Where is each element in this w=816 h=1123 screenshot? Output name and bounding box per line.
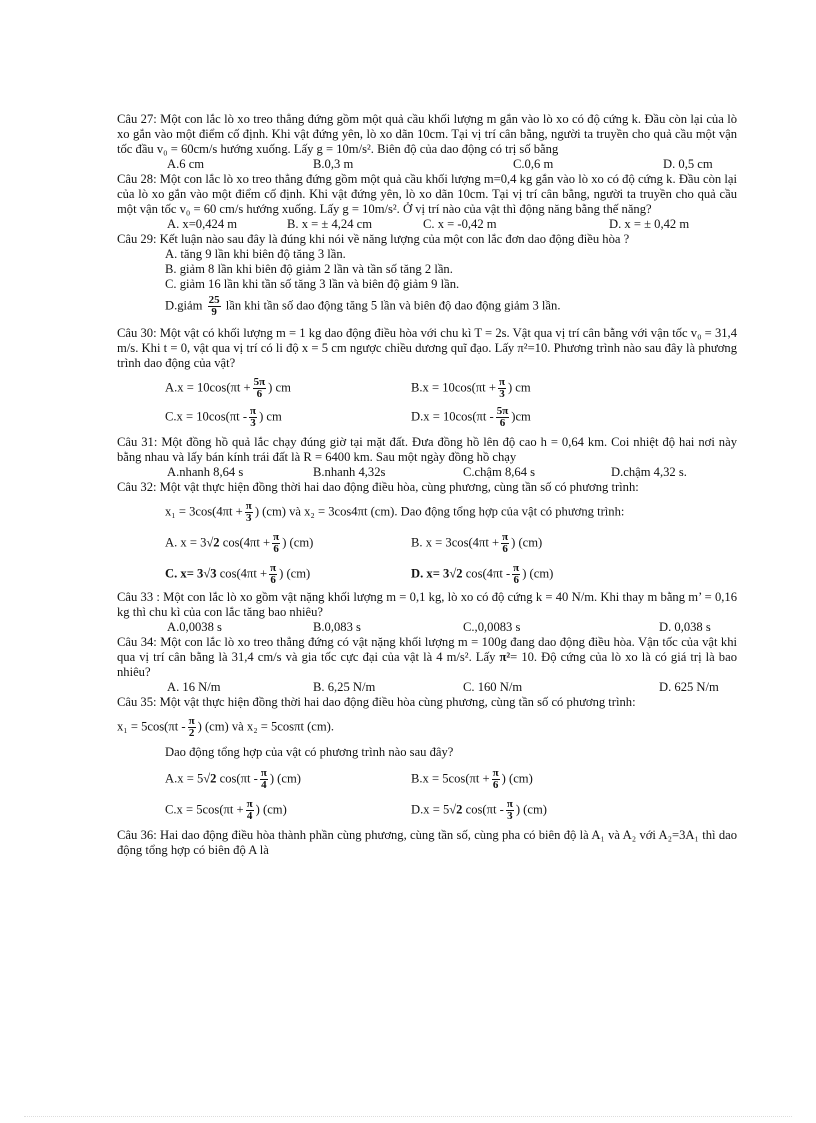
exam-page bbox=[117, 112, 737, 858]
option-a: A.0,0038 s bbox=[167, 620, 222, 634]
fraction-denominator: 6 bbox=[502, 543, 508, 555]
equation-prefix: x₁ = 3cos(4πt + bbox=[165, 504, 243, 519]
fraction-numerator: π bbox=[260, 767, 267, 779]
option-d-text: lần khi tần số dao động tăng 5 lần và biên độ dao động giảm 3 lần. bbox=[225, 298, 561, 313]
option-c: C. 160 N/m bbox=[463, 680, 523, 694]
option-d-suffix: ) (cm) bbox=[515, 802, 547, 817]
question-34-text: Câu 34: Một con lắc lò xo treo thẳng đứng có vật nặng khối lượng m = 100g đang dao động điều hòa. Vận tốc của vật khi qua vị trí cân bằng là 31,4 cm/s và gia tốc cực đại của vật là 4 m/s². Lấy bbox=[117, 635, 737, 664]
question-35-equation bbox=[117, 716, 737, 739]
question-32: Câu 32: Một vật thực hiện đồng thời hai dao động điều hòa, cùng phương, cùng tần số có phương trình: bbox=[117, 480, 639, 494]
option-d bbox=[117, 295, 737, 318]
option-d bbox=[411, 563, 553, 586]
fraction-numerator: π bbox=[250, 405, 257, 417]
option-c-prefix: C. x= 3 bbox=[165, 566, 204, 581]
fraction-numerator: π bbox=[498, 376, 505, 388]
question-32-options-row1 bbox=[117, 532, 737, 555]
option-a bbox=[117, 532, 411, 555]
option-b bbox=[411, 768, 533, 791]
question-30-options-row1 bbox=[117, 377, 737, 400]
option-d-prefix: D. x= 3 bbox=[411, 566, 450, 581]
fraction bbox=[249, 406, 257, 429]
fraction-denominator: 6 bbox=[513, 574, 519, 586]
option-c: C.0,6 m bbox=[513, 157, 554, 171]
option-c-cos: cos(4πt + bbox=[219, 566, 268, 581]
option-a: A. 16 N/m bbox=[167, 680, 221, 694]
option-a: A.nhanh 8,64 s bbox=[167, 465, 244, 479]
fraction bbox=[269, 563, 277, 586]
equation-suffix: ) (cm) và x₂ = 5cosπt (cm). bbox=[197, 719, 335, 734]
question-30-options-row2 bbox=[117, 406, 737, 429]
fraction-denominator: 2 bbox=[188, 727, 195, 739]
option-b: B. x = ± 4,24 cm bbox=[287, 217, 373, 231]
fraction-denominator: 6 bbox=[256, 388, 263, 400]
fraction bbox=[498, 377, 506, 400]
fraction-numerator: π bbox=[246, 798, 253, 810]
fraction bbox=[492, 768, 500, 791]
question-33: Câu 33 : Một con lắc lò xo gồm vật nặng khối lượng m = 0,1 kg, lò xo có độ cứng k = 40 N/m. Khi thay m bằng m’ = 0,16 kg thì chu kì của con lắc tăng bao nhiêu? bbox=[117, 590, 737, 619]
fraction bbox=[246, 799, 254, 822]
fraction bbox=[188, 716, 196, 739]
fraction-numerator: π bbox=[506, 798, 513, 810]
fraction-denominator: 3 bbox=[250, 417, 256, 429]
option-b-prefix: B.x = 5cos(πt + bbox=[411, 771, 490, 786]
option-b: B.nhanh 4,32s bbox=[313, 465, 386, 479]
question-34 bbox=[117, 635, 737, 680]
question-34-options bbox=[117, 680, 737, 695]
option-a-cos: cos(πt - bbox=[219, 771, 258, 786]
fraction-denominator: 6 bbox=[499, 417, 506, 429]
option-b-prefix: B.x = 10cos(πt + bbox=[411, 380, 496, 395]
option-d: D.chậm 4,32 s. bbox=[611, 465, 687, 479]
fraction-numerator: π bbox=[273, 531, 280, 543]
fraction bbox=[253, 377, 267, 400]
question-35-prompt: Dao động tổng hợp của vật có phương trình nào sau đây? bbox=[165, 745, 454, 759]
option-d: D. 0,5 cm bbox=[663, 157, 713, 171]
fraction-numerator: π bbox=[502, 531, 509, 543]
option-a: A.6 cm bbox=[167, 157, 205, 171]
question-35: Câu 35: Một vật thực hiện đồng thời hai dao động điều hòa cùng phương, cùng tần số có phương trình: bbox=[117, 695, 636, 709]
option-a bbox=[117, 377, 411, 400]
option-a: A. tăng 9 lần khi biên độ tăng 3 lần. bbox=[165, 247, 346, 261]
option-b: B. 6,25 N/m bbox=[313, 680, 376, 694]
option-a-cos: cos(4πt + bbox=[222, 535, 271, 550]
fraction-numerator: π bbox=[188, 715, 195, 727]
question-35-options-row1 bbox=[117, 768, 737, 791]
option-d bbox=[411, 799, 547, 822]
fraction bbox=[506, 799, 514, 822]
option-a-prefix: A. x = 3 bbox=[165, 535, 207, 550]
fraction-numerator: π bbox=[513, 562, 520, 574]
question-27: Câu 27: Một con lắc lò xo treo thẳng đứng gồm một quả cầu khối lượng m gắn vào lò xo có độ cứng k. Đầu còn lại của lò xo gắn vào một điểm cố định. Khi vật đứng yên, lò xo dãn 10cm. Tại vị trí cân bằng, người ta truyền cho quả cầu một vận tốc đầu v₀ = 60cm/s hướng xuống. Lấy g = 10m/s². Biên độ của dao động có trị số bằng bbox=[117, 112, 737, 156]
square-root: √2 bbox=[449, 802, 463, 817]
option-b-suffix: ) (cm) bbox=[501, 771, 533, 786]
fraction-denominator: 4 bbox=[261, 779, 267, 791]
option-a-suffix: ) cm bbox=[268, 380, 291, 395]
fraction-numerator: 5π bbox=[253, 376, 266, 388]
option-d: D. x = ± 0,42 m bbox=[609, 217, 690, 231]
question-29: Câu 29: Kết luận nào sau đây là đúng khi nói về năng lượng của một con lắc đơn dao động điều hòa ? bbox=[117, 232, 630, 246]
question-32-equation bbox=[117, 501, 737, 524]
option-c: C.chậm 8,64 s bbox=[463, 465, 536, 479]
fraction-denominator: 3 bbox=[499, 388, 505, 400]
fraction-denominator: 6 bbox=[273, 543, 279, 555]
fraction-numerator: π bbox=[492, 767, 499, 779]
equation-suffix: ) (cm) và x₂ = 3cos4πt (cm). Dao động tổng hợp của vật có phương trình: bbox=[254, 504, 625, 519]
question-31: Câu 31: Một đồng hồ quả lắc chạy đúng giờ tại mặt đất. Đưa đồng hồ lên độ cao h = 0,64 km. Coi nhiệt độ hai nơi này bằng nhau và lấy bán kính trái đất là R = 6400 km. Sau một ngày đồng hồ chạy bbox=[117, 435, 737, 464]
option-a bbox=[117, 768, 411, 791]
option-c: C. giảm 16 lần khi tần số tăng 3 lần và biên độ giảm 9 lần. bbox=[165, 277, 460, 291]
question-34-text-end: = 10. Độ cứng của lò xo là có giá trị là bao nhiêu? bbox=[117, 650, 737, 679]
fraction-numerator: π bbox=[245, 500, 252, 512]
fraction bbox=[260, 768, 268, 791]
fraction-numerator: 5π bbox=[496, 405, 509, 417]
option-d-prefix: D.x = 5 bbox=[411, 802, 450, 817]
fraction-denominator: 6 bbox=[492, 779, 499, 791]
option-c: C.,0,0083 s bbox=[463, 620, 521, 634]
option-b bbox=[411, 532, 542, 555]
square-root: √2 bbox=[449, 566, 463, 581]
option-b-prefix: B. x = 3cos(4πt + bbox=[411, 535, 500, 550]
option-c-prefix: C.x = 10cos(πt - bbox=[165, 409, 248, 424]
option-a-suffix: ) (cm) bbox=[269, 771, 301, 786]
question-36: Câu 36: Hai dao động điều hòa thành phần cùng phương, cùng tần số, cùng pha có biên độ là A₁ và A₂ với A₂=3A₁ thì dao động tổng hợp có biên độ A là bbox=[117, 828, 737, 857]
option-b bbox=[411, 377, 531, 400]
fraction bbox=[501, 532, 509, 555]
option-b: B.0,3 m bbox=[313, 157, 354, 171]
page-bottom-divider bbox=[24, 1116, 792, 1117]
fraction bbox=[272, 532, 280, 555]
fraction bbox=[512, 563, 520, 586]
option-d-prefix: D.x = 10cos(πt - bbox=[411, 409, 494, 424]
fraction-denominator: 3 bbox=[507, 810, 513, 822]
question-27-options bbox=[117, 157, 737, 172]
fraction bbox=[496, 406, 510, 429]
option-d bbox=[411, 406, 531, 429]
question-30: Câu 30: Một vật có khối lượng m = 1 kg dao động điều hòa với chu kì T = 2s. Vật qua vị trí cân bằng với vận tốc v₀ = 31,4 m/s. Khi t = 0, vật qua vị trí có li độ x = 5 cm ngược chiều dương quĩ đạo. Lấy π²=10. Phương trình nào sau đây là phương trình dao động của vật? bbox=[117, 326, 737, 370]
question-28-options bbox=[117, 217, 737, 232]
square-root: √2 bbox=[206, 535, 220, 550]
fraction-denominator: 9 bbox=[211, 306, 217, 318]
square-root: √3 bbox=[203, 566, 217, 581]
option-d-suffix: )cm bbox=[511, 409, 531, 424]
question-35-options-row2 bbox=[117, 799, 737, 822]
option-c-suffix: ) (cm) bbox=[255, 802, 287, 817]
option-d-suffix: ) (cm) bbox=[522, 566, 554, 581]
question-33-options bbox=[117, 620, 737, 635]
fraction-numerator: 25 bbox=[208, 294, 220, 306]
option-c-suffix: ) cm bbox=[259, 409, 282, 424]
option-c bbox=[117, 406, 411, 429]
option-b: B. giảm 8 lần khi biên độ giảm 2 lần và tần số tăng 2 lần. bbox=[165, 262, 453, 276]
question-32-options-row2 bbox=[117, 563, 737, 586]
question-28: Câu 28: Một con lắc lò xo treo thẳng đứng gồm một quả cầu khối lượng m=0,4 kg gắn vào lò xo có độ cứng k. Đầu còn lại của lò xo gắn vào một điểm cố định. Khi vật đứng yên, lò xo dãn 10cm. Tại vị trí cân bằng, người ta truyền cho quả cầu một vận tốc v₀ = 60 cm/s hướng xuống. Lấy g = 10m/s². Ở vị trí nào của vật thì động năng bằng thế năng? bbox=[117, 172, 737, 216]
option-b: B.0,083 s bbox=[313, 620, 361, 634]
option-a: A. x=0,424 m bbox=[167, 217, 238, 231]
option-a-prefix: A.x = 10cos(πt + bbox=[165, 380, 251, 395]
option-d: D. 625 N/m bbox=[659, 680, 719, 694]
option-d-cos: cos(4πt - bbox=[465, 566, 511, 581]
fraction-denominator: 6 bbox=[270, 574, 276, 586]
fraction-numerator: π bbox=[270, 562, 277, 574]
square-root: √2 bbox=[203, 771, 217, 786]
fraction-denominator: 4 bbox=[246, 810, 253, 822]
fraction bbox=[245, 501, 253, 524]
pi-squared: π² bbox=[499, 650, 511, 664]
option-c: C. x = -0,42 m bbox=[423, 217, 497, 231]
option-c-suffix: ) (cm) bbox=[279, 566, 311, 581]
option-c bbox=[117, 799, 411, 822]
option-c-prefix: C.x = 5cos(πt + bbox=[165, 802, 244, 817]
question-31-options bbox=[117, 465, 737, 480]
option-b-suffix: ) (cm) bbox=[511, 535, 543, 550]
option-b-suffix: ) cm bbox=[507, 380, 531, 395]
option-a-suffix: ) (cm) bbox=[282, 535, 314, 550]
equation-prefix: x₁ = 5cos(πt - bbox=[117, 719, 186, 734]
option-d-prefix: D.giảm bbox=[165, 298, 203, 313]
option-d: D. 0,038 s bbox=[659, 620, 711, 634]
fraction-denominator: 3 bbox=[246, 512, 252, 524]
fraction bbox=[208, 295, 221, 318]
option-d-cos: cos(πt - bbox=[465, 802, 504, 817]
option-c bbox=[117, 563, 411, 586]
option-a-prefix: A.x = 5 bbox=[165, 771, 204, 786]
